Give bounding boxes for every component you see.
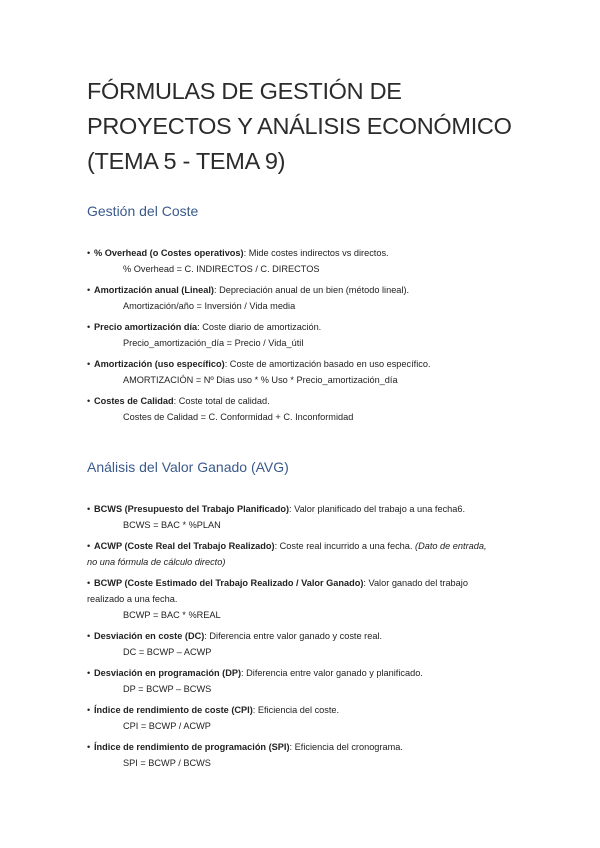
item-term: Desviación en coste (DC) <box>94 631 205 641</box>
item-formula: CPI = BCWP / ACWP <box>123 721 211 731</box>
title-line-2: PROYECTOS Y ANÁLISIS ECONÓMICO <box>87 113 512 139</box>
item-term: Amortización anual (Lineal) <box>94 285 214 295</box>
item-desc-continued: realizado a una fecha. <box>87 594 178 604</box>
item-formula: % Overhead = C. INDIRECTOS / C. DIRECTOS <box>123 264 320 274</box>
item-desc: : Mide costes indirectos vs directos. <box>243 248 389 258</box>
bullet: • <box>87 705 91 715</box>
bullet: • <box>87 248 91 258</box>
item-formula: DP = BCWP – BCWS <box>123 684 212 694</box>
bullet: • <box>87 359 91 369</box>
item-desc: : Eficiencia del cronograma. <box>289 742 403 752</box>
list-item-bcws <box>87 501 527 533</box>
item-term: Índice de rendimiento de coste (CPI) <box>94 705 253 715</box>
item-term: Costes de Calidad <box>94 396 174 406</box>
list-item-acwp <box>87 538 527 570</box>
item-formula: Precio_amortización_día = Precio / Vida_útil <box>123 338 304 348</box>
item-formula: Costes de Calidad = C. Conformidad + C. Inconformidad <box>123 412 354 422</box>
item-desc: : Coste diario de amortización. <box>197 322 322 332</box>
section-heading-gestion-coste: Gestión del Coste <box>87 203 199 219</box>
item-desc: : Depreciación anual de un bien (método lineal). <box>213 285 410 295</box>
list-item-overhead <box>87 245 527 277</box>
item-term: ACWP (Coste Real del Trabajo Realizado) <box>94 541 275 551</box>
item-formula: Amortización/año = Inversión / Vida media <box>123 301 296 311</box>
item-term: Precio amortización día <box>94 322 198 332</box>
bullet: • <box>87 285 91 295</box>
item-desc: : Coste real incurrido a una fecha. <box>274 541 416 551</box>
bullet: • <box>87 322 91 332</box>
item-desc: : Coste de amortización basado en uso específico. <box>224 359 431 369</box>
list-item-cpi <box>87 702 527 734</box>
item-note-continued: no una fórmula de cálculo directo) <box>87 557 226 567</box>
item-term: BCWP (Coste Estimado del Trabajo Realizado / Valor Ganado) <box>94 578 364 588</box>
item-formula: SPI = BCWP / BCWS <box>123 758 211 768</box>
bullet: • <box>87 504 91 514</box>
item-formula: BCWP = BAC * %REAL <box>123 610 221 620</box>
section-heading-avg: Análisis del Valor Ganado (AVG) <box>87 459 289 475</box>
list-item-dp <box>87 665 527 697</box>
item-formula: BCWS = BAC * %PLAN <box>123 520 221 530</box>
bullet: • <box>87 541 91 551</box>
item-term: % Overhead (o Costes operativos) <box>94 248 244 258</box>
list-item-costes-calidad <box>87 393 527 425</box>
item-term: Índice de rendimiento de programación (SPI) <box>94 742 290 752</box>
bullet: • <box>87 631 91 641</box>
item-note: (Dato de entrada, <box>415 541 487 551</box>
bullet: • <box>87 396 91 406</box>
item-desc: : Coste total de calidad. <box>173 396 270 406</box>
list-item-amortizacion-uso <box>87 356 527 388</box>
item-term: BCWS (Presupuesto del Trabajo Planificado) <box>94 504 290 514</box>
item-desc: : Valor planificado del trabajo a una fecha6. <box>289 504 466 514</box>
item-desc: : Diferencia entre valor ganado y coste real. <box>204 631 383 641</box>
bullet: • <box>87 578 91 588</box>
list-item-precio-amortizacion <box>87 319 527 351</box>
item-formula: DC = BCWP – ACWP <box>123 647 212 657</box>
item-term: Desviación en programación (DP) <box>94 668 242 678</box>
item-desc: : Diferencia entre valor ganado y planificado. <box>241 668 423 678</box>
item-formula: AMORTIZACIÓN = Nº Dias uso * % Uso * Precio_amortización_día <box>123 375 398 385</box>
list-item-bcwp <box>87 575 527 623</box>
title-line-1: FÓRMULAS DE GESTIÓN DE <box>87 78 402 104</box>
item-desc: : Valor ganado del trabajo <box>363 578 468 588</box>
title-line-3: (TEMA 5 - TEMA 9) <box>87 148 286 174</box>
list-item-spi <box>87 739 527 771</box>
bullet: • <box>87 668 91 678</box>
document-title <box>87 74 567 179</box>
list-item-dc <box>87 628 527 660</box>
item-desc: : Eficiencia del coste. <box>252 705 340 715</box>
list-item-amortizacion-anual <box>87 282 527 314</box>
bullet: • <box>87 742 91 752</box>
item-term: Amortización (uso específico) <box>94 359 225 369</box>
